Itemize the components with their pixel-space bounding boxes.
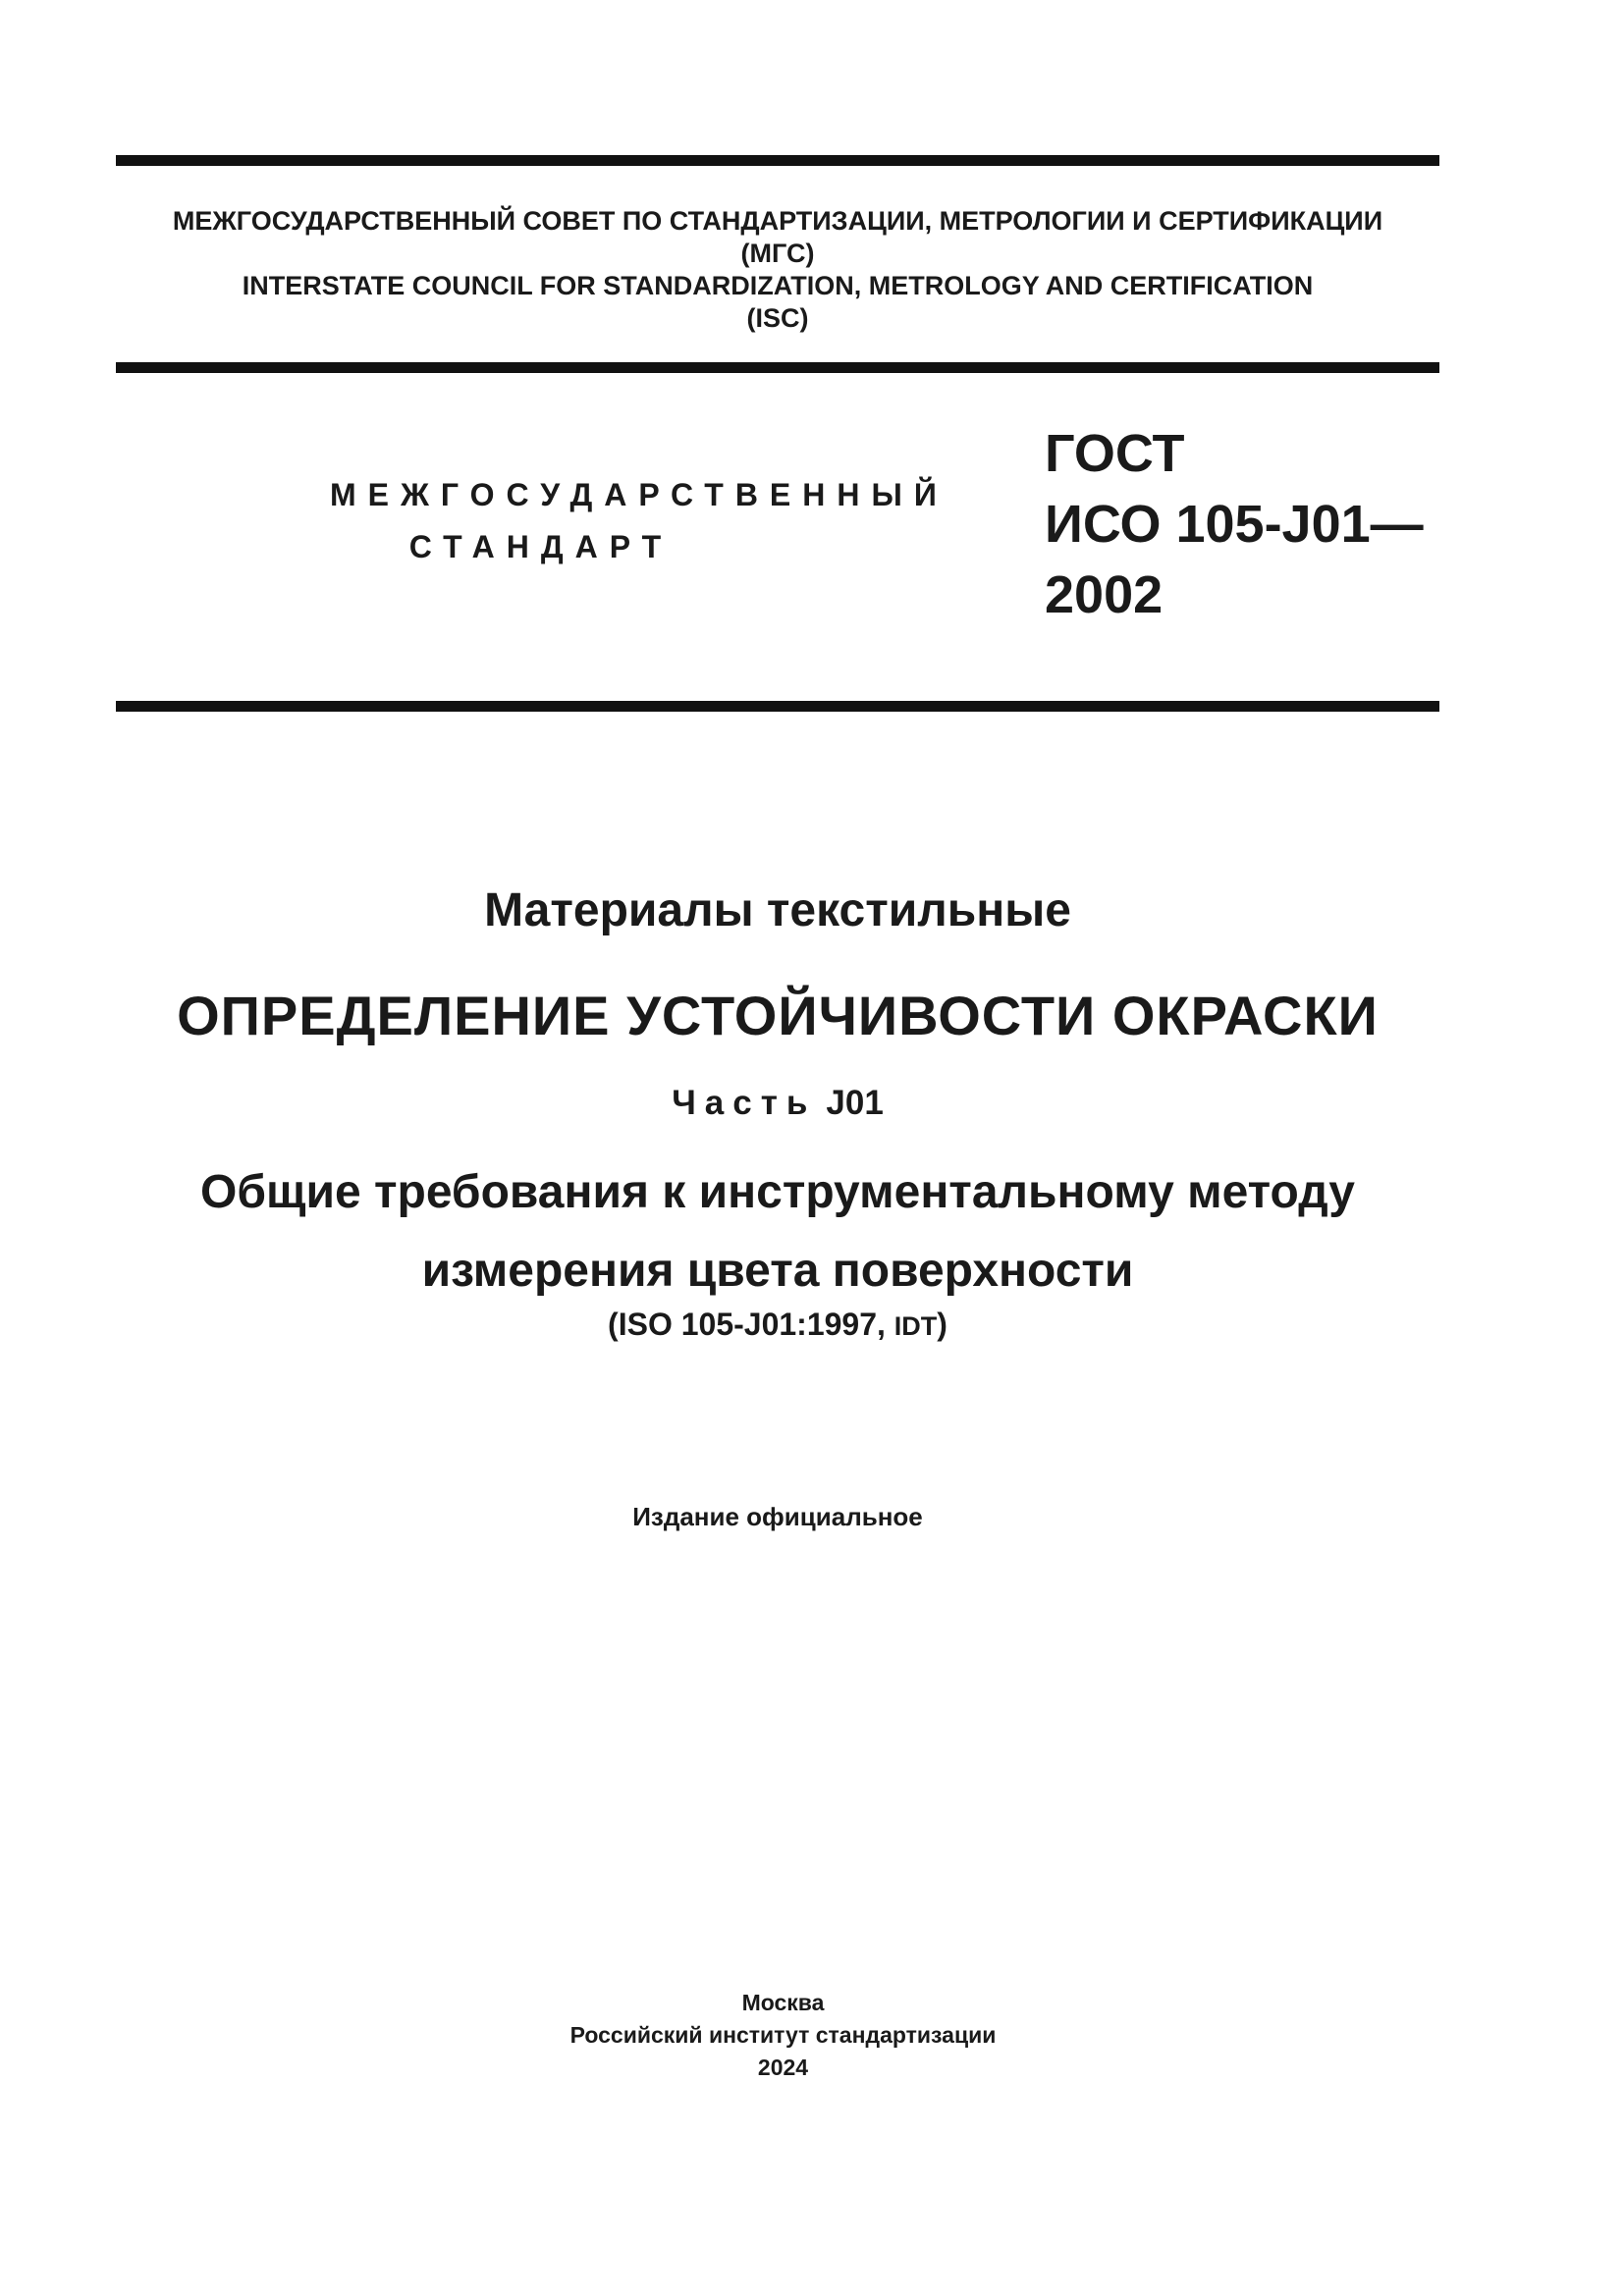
standard-type-line2: СТАНДАРТ <box>408 529 674 564</box>
publisher-city: Москва <box>741 1990 825 2015</box>
part-number: J01 <box>826 1084 884 1122</box>
standard-type-line1: МЕЖГОСУДАРСТВЕННЫЙ <box>330 477 948 512</box>
subtitle-line2: измерения цвета поверхности <box>421 1245 1134 1297</box>
top-rule <box>116 155 1439 166</box>
designation-line1: ГОСТ <box>1045 424 1185 483</box>
publisher-block <box>295 1987 1272 2084</box>
council-name-en: INTERSTATE COUNCIL FOR STANDARDIZATION, METROLOGY AND CERTIFICATION <box>242 271 1314 300</box>
document-subtitle <box>116 1153 1439 1310</box>
subtitle-line1: Общие требования к инструментальному методу <box>200 1166 1355 1218</box>
designation-line2: ИСО 105-J01— <box>1045 495 1424 554</box>
council-header <box>116 205 1439 335</box>
edition-note: Издание официальное <box>632 1502 923 1531</box>
council-name-ru: МЕЖГОСУДАРСТВЕННЫЙ СОВЕТ ПО СТАНДАРТИЗАЦИИ, МЕТРОЛОГИИ И СЕРТИФИКАЦИИ <box>172 206 1383 236</box>
iso-reference-prefix: (ISO 105-J01:1997, <box>608 1307 894 1342</box>
iso-equivalence: IDT <box>893 1311 938 1341</box>
designation-rule <box>116 701 1439 712</box>
designation-line3: 2002 <box>1045 565 1164 624</box>
part-label <box>116 1080 1439 1127</box>
document-title: ОПРЕДЕЛЕНИЕ УСТОЙЧИВОСТИ ОКРАСКИ <box>177 985 1379 1046</box>
iso-reference-suffix: ) <box>937 1307 947 1342</box>
publication-year: 2024 <box>757 2055 809 2080</box>
part-word: Часть <box>672 1084 817 1122</box>
iso-reference <box>116 1303 1439 1348</box>
subject-heading: Материалы текстильные <box>484 884 1071 936</box>
standard-designation <box>1045 418 1424 630</box>
council-abbr-en: (ISC) <box>746 303 809 333</box>
header-rule <box>116 362 1439 373</box>
council-abbr-ru: (МГС) <box>740 239 815 268</box>
publisher-name: Российский институт стандартизации <box>569 2022 997 2048</box>
